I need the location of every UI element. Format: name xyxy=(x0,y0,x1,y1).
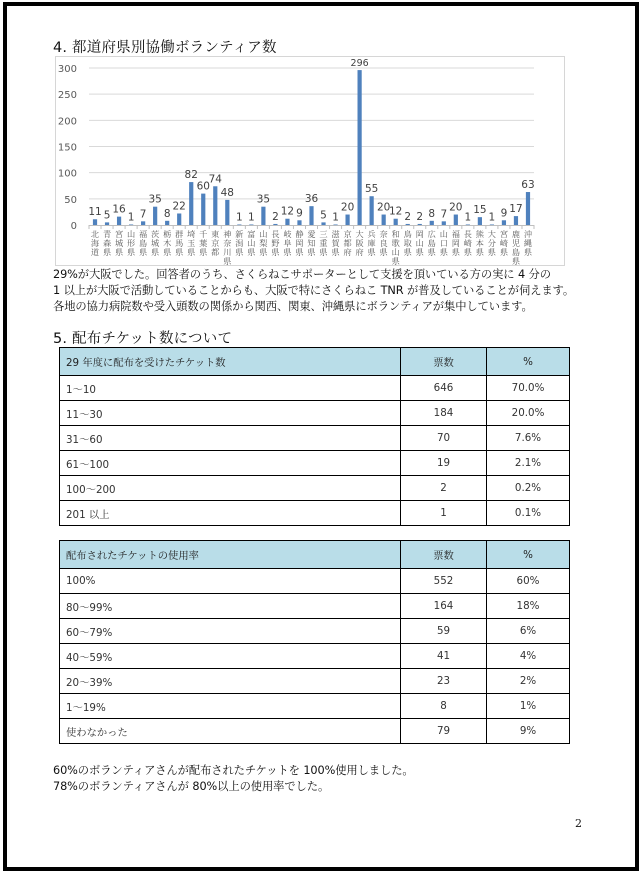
bar xyxy=(490,224,494,225)
bar xyxy=(261,207,265,225)
row-count: 70 xyxy=(401,426,487,451)
row-label: 1～10 xyxy=(60,376,401,401)
x-tick-label: 熊本県 xyxy=(475,229,484,257)
x-tick-label: 山口県 xyxy=(439,229,448,257)
table-row xyxy=(60,569,570,594)
data-label: 12 xyxy=(280,205,295,218)
data-label: 20 xyxy=(340,201,355,214)
x-tick-label: 兵庫県 xyxy=(367,229,376,257)
data-label: 15 xyxy=(473,204,487,217)
x-tick-label: 宮崎県 xyxy=(499,229,509,257)
x-tick-label: 新潟県 xyxy=(235,229,244,257)
bar xyxy=(526,192,530,225)
table-row xyxy=(60,594,570,619)
x-tick-label: 栃木県 xyxy=(163,229,172,257)
row-label: 100～200 xyxy=(60,476,401,501)
data-label: 1 xyxy=(332,211,339,224)
bar xyxy=(430,221,434,225)
x-tick-label: 千葉県 xyxy=(199,229,208,257)
data-label: 82 xyxy=(184,169,198,182)
bar xyxy=(237,224,241,225)
bar xyxy=(454,215,458,225)
data-label: 60 xyxy=(196,180,210,193)
data-label: 1 xyxy=(464,211,472,224)
x-tick-label: 和歌山県 xyxy=(391,229,400,266)
section-5-heading: 5. 配布チケット数について xyxy=(53,331,233,347)
data-label: 20 xyxy=(376,201,391,214)
x-tick-label: 岡山県 xyxy=(415,229,424,257)
bar xyxy=(382,215,386,225)
bar xyxy=(153,207,157,225)
row-count: 41 xyxy=(401,644,487,669)
bar xyxy=(141,221,145,225)
x-tick-label: 富山県 xyxy=(247,229,256,257)
x-tick-label: 大阪府 xyxy=(355,229,364,257)
x-tick-label: 大分県 xyxy=(487,229,497,257)
bar xyxy=(297,220,301,225)
row-count: 164 xyxy=(401,594,487,619)
table-row xyxy=(60,401,570,426)
row-count: 79 xyxy=(401,719,487,744)
bar-chart-svg xyxy=(56,57,566,267)
data-label: 1 xyxy=(235,211,243,224)
header-percent: % xyxy=(487,348,570,376)
prefecture-volunteer-chart xyxy=(55,56,565,266)
table-row xyxy=(60,451,570,476)
data-label: 2 xyxy=(416,210,424,223)
bar xyxy=(478,217,482,225)
x-tick-label: 東京都 xyxy=(211,229,220,257)
paragraph-2-line: 60%のボランティアさんが配布されたチケットを 100%使用しました。 xyxy=(53,764,414,777)
row-count: 184 xyxy=(401,401,487,426)
bar xyxy=(129,224,133,225)
table-row xyxy=(60,426,570,451)
data-label: 20 xyxy=(449,201,463,214)
data-label: 35 xyxy=(256,193,271,206)
row-label: 100% xyxy=(60,569,401,594)
x-tick-label: 長野県 xyxy=(271,229,280,257)
x-tick-label: 山形県 xyxy=(126,229,136,257)
bar xyxy=(285,219,289,225)
x-tick-label: 埼玉県 xyxy=(187,229,196,257)
table-row xyxy=(60,376,570,401)
bar xyxy=(105,222,109,225)
data-label: 8 xyxy=(428,207,436,220)
bar xyxy=(177,213,181,225)
row-percent: 0.1% xyxy=(487,501,570,526)
data-label: 9 xyxy=(296,207,303,220)
table-row xyxy=(60,476,570,501)
bar xyxy=(93,219,97,225)
row-percent: 2.1% xyxy=(487,451,570,476)
x-tick-label: 青森県 xyxy=(102,229,112,257)
bar xyxy=(502,220,506,225)
x-tick-label: 北海道 xyxy=(90,229,100,257)
bar xyxy=(345,215,349,225)
data-label: 1 xyxy=(127,211,135,224)
data-label: 2 xyxy=(404,210,412,223)
bar xyxy=(442,221,446,225)
header-category: 配布されたチケットの使用率 xyxy=(60,541,401,569)
x-tick-label: 滋賀県 xyxy=(331,229,340,257)
page-number: 2 xyxy=(575,817,582,830)
bar xyxy=(333,224,337,225)
row-label: 1～19% xyxy=(60,694,401,719)
bar xyxy=(189,182,193,225)
y-tick-label: 150 xyxy=(57,142,77,154)
bar xyxy=(225,200,229,225)
x-tick-label: 奈良県 xyxy=(379,229,388,257)
data-label: 55 xyxy=(364,183,379,196)
row-count: 646 xyxy=(401,376,487,401)
y-tick-label: 250 xyxy=(57,90,77,102)
row-percent: 7.6% xyxy=(487,426,570,451)
paragraph-1-line: 29%が大阪でした。回答者のうち、さくらねこサポーターとして支援を頂いている方の実に 4 分の xyxy=(53,268,551,281)
x-tick-label: 沖縄県 xyxy=(523,229,533,257)
data-label: 7 xyxy=(440,208,448,221)
data-label: 8 xyxy=(163,207,171,220)
row-percent: 9% xyxy=(487,719,570,744)
row-label: 31～60 xyxy=(60,426,401,451)
bar xyxy=(213,186,217,225)
row-label: 60～79% xyxy=(60,619,401,644)
x-tick-label: 福岡県 xyxy=(451,229,460,257)
data-label: 1 xyxy=(248,211,255,224)
x-tick-label: 福島県 xyxy=(139,229,148,257)
row-label: 使わなかった xyxy=(60,719,401,744)
data-label: 63 xyxy=(521,179,535,192)
ticket-usage-table xyxy=(59,540,570,744)
bar xyxy=(165,221,169,225)
row-percent: 2% xyxy=(487,669,570,694)
data-label: 5 xyxy=(320,209,327,222)
x-tick-label: 神奈川県 xyxy=(223,229,232,266)
row-percent: 0.2% xyxy=(487,476,570,501)
bar xyxy=(370,196,374,225)
bar xyxy=(321,222,325,225)
row-count: 2 xyxy=(401,476,487,501)
x-tick-label: 群馬県 xyxy=(175,229,184,257)
row-count: 23 xyxy=(401,669,487,694)
table-row xyxy=(60,694,570,719)
table-row xyxy=(60,719,570,744)
ticket-count-table xyxy=(59,347,570,526)
paragraph-1 xyxy=(53,267,574,315)
data-label: 9 xyxy=(500,207,508,220)
data-label: 7 xyxy=(139,208,147,221)
header-category: 29 年度に配布を受けたチケット数 xyxy=(60,348,401,376)
header-percent: % xyxy=(487,541,570,569)
data-label: 22 xyxy=(172,200,186,213)
x-tick-label: 広島県 xyxy=(427,229,436,257)
paragraph-1-line: 各地の協力病院数や受入頭数の関係から関西、関東、沖縄県にボランティアが集中しています。 xyxy=(53,300,533,313)
bar xyxy=(117,217,121,225)
row-count: 1 xyxy=(401,501,487,526)
x-tick-label: 山梨県 xyxy=(259,229,268,257)
row-label: 61～100 xyxy=(60,451,401,476)
bar xyxy=(406,224,410,225)
x-tick-label: 茨城県 xyxy=(151,229,160,257)
data-label: 17 xyxy=(509,203,523,216)
y-tick-label: 100 xyxy=(57,168,77,180)
table-header-row xyxy=(60,348,570,376)
x-tick-label: 愛知県 xyxy=(307,229,316,257)
table-header-row xyxy=(60,541,570,569)
row-count: 8 xyxy=(401,694,487,719)
x-tick-label: 静岡県 xyxy=(295,229,304,257)
data-label: 11 xyxy=(88,206,102,219)
data-label: 1 xyxy=(488,211,496,224)
table-row xyxy=(60,644,570,669)
data-label: 5 xyxy=(103,209,111,222)
paragraph-2-line: 78%のボランティアさんが 80%以上の使用率でした。 xyxy=(53,780,330,793)
header-count: 票数 xyxy=(401,541,487,569)
row-percent: 4% xyxy=(487,644,570,669)
table-row xyxy=(60,669,570,694)
row-label: 80～99% xyxy=(60,594,401,619)
data-label: 2 xyxy=(272,210,279,223)
bar xyxy=(358,70,362,225)
table-row xyxy=(60,619,570,644)
data-label: 296 xyxy=(350,58,369,70)
paragraph-1-line: 1 以上が大阪で活動していることからも、大阪で特にさくらねこ TNR が普及していることが伺えます。 xyxy=(53,284,575,297)
x-tick-label: 岐阜県 xyxy=(283,229,292,257)
x-tick-label: 鹿児島県 xyxy=(511,229,521,266)
x-tick-label: 宮城県 xyxy=(114,229,124,257)
x-tick-label: 長崎県 xyxy=(463,229,472,257)
bar xyxy=(273,224,277,225)
data-label: 12 xyxy=(389,205,403,218)
row-percent: 60% xyxy=(487,569,570,594)
data-label: 48 xyxy=(220,186,234,199)
data-label: 16 xyxy=(112,203,126,216)
row-percent: 1% xyxy=(487,694,570,719)
bar xyxy=(514,216,518,225)
data-label: 36 xyxy=(304,193,319,206)
bar xyxy=(418,224,422,225)
row-count: 552 xyxy=(401,569,487,594)
bar xyxy=(466,224,470,225)
row-percent: 6% xyxy=(487,619,570,644)
row-percent: 20.0% xyxy=(487,401,570,426)
row-count: 59 xyxy=(401,619,487,644)
y-tick-label: 50 xyxy=(64,194,77,206)
section-4-heading: 4. 都道府県別協働ボランティア数 xyxy=(53,40,277,56)
x-tick-label: 三重県 xyxy=(319,229,328,257)
row-percent: 70.0% xyxy=(487,376,570,401)
bar xyxy=(249,224,253,225)
row-count: 19 xyxy=(401,451,487,476)
y-tick-label: 300 xyxy=(57,64,77,75)
x-tick-label: 鳥取県 xyxy=(403,229,412,257)
bar xyxy=(394,219,398,225)
data-label: 74 xyxy=(208,173,222,186)
row-label: 201 以上 xyxy=(60,501,401,526)
row-percent: 18% xyxy=(487,594,570,619)
row-label: 11～30 xyxy=(60,401,401,426)
y-tick-label: 200 xyxy=(57,116,77,128)
bar xyxy=(309,206,313,225)
header-count: 票数 xyxy=(401,348,487,376)
bar xyxy=(201,194,205,225)
paragraph-2 xyxy=(53,763,414,795)
table-row xyxy=(60,501,570,526)
row-label: 40～59% xyxy=(60,644,401,669)
x-tick-label: 京都府 xyxy=(343,229,352,257)
row-label: 20～39% xyxy=(60,669,401,694)
data-label: 35 xyxy=(148,193,162,206)
y-tick-label: 0 xyxy=(70,221,77,232)
